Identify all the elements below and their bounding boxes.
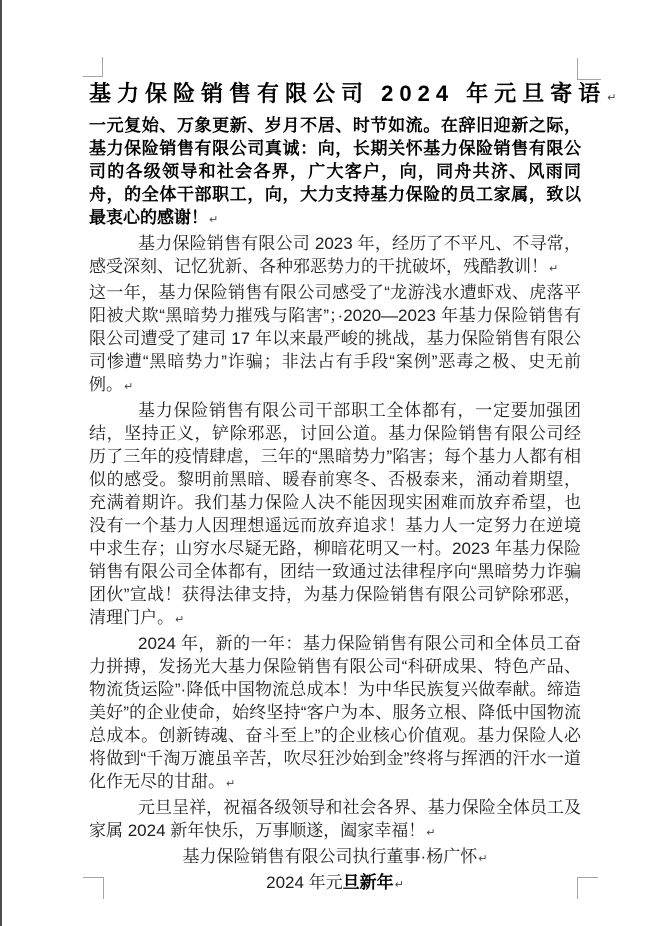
date-text-regular: 2024 年元 bbox=[266, 873, 343, 892]
paragraph-challenges[interactable] bbox=[89, 281, 581, 399]
date-line[interactable] bbox=[89, 871, 581, 897]
document-text-area[interactable] bbox=[89, 78, 617, 897]
paragraph-text: 基力保险销售有限公司干部职工全体都有，一定要加强团结，坚持正义，铲除邪恶，讨回公道。基力保险销售有限公司经历了三年的疫情肆虐，三年的“黑暗势力”陷害；每个基力人都有相似的感受。黎明前黑暗、暖春前寒冬、否极泰来，涌动着期望，充满着期许。我们基力保险人决不能因现实困难而放弃希望，也没有一个基力人因理想遥远而放弃追求！基力人一定努力在逆境中求生存；山穷水尽疑无路，柳暗花明又一村。2023 年基力保险销售有限公司全体都有，团结一致通过法律程序向“黑暗势力诈骗团伙”宣战！获得法律支持，为基力保险销售有限公司铲除邪恶，清理门户。 bbox=[89, 401, 581, 627]
paragraph-text: 2024 年，新的一年：基力保险销售有限公司和全体员工奋力拼搏，发扬光大基力保险销售有限公司“科研成果、特色产品、物流货运险”·降低中国物流总成本！为中华民族复兴做奉献。缔造美好”的企业使命，始终坚持“客户为本、服务立根、降低中国物流总成本。创新铸魂、奋斗至上”的企业核心价值观。基力保险人必将做到“千淘万漉虽辛苦，吹尽狂沙始到金”终将与挥洒的汗水一道化作无尽的甘甜。 bbox=[89, 634, 581, 791]
crop-mark-top-left bbox=[83, 57, 103, 77]
paragraph-mark-icon: ↵ bbox=[478, 853, 488, 865]
paragraph-mark-icon: ↵ bbox=[226, 778, 236, 790]
paragraph-text: 这一年，基力保险销售有限公司感受了“龙游浅水遭虾戏、虎落平阳被犬欺“黑暗势力摧残与陷害”；·2020—2023 年基力保险销售有限公司遭受了建司 17 年以来最严峻的挑战，基力保险销售有限公司惨遭“黑暗势力”诈骗；非法占有手段“案例”恶毒之极、史无前例。 bbox=[89, 283, 581, 394]
paragraph-wishes[interactable] bbox=[89, 796, 581, 845]
signature-text: 基力保险销售有限公司执行董事·杨广怀 bbox=[182, 847, 478, 866]
paragraph-mark-icon: ↵ bbox=[426, 827, 436, 839]
paragraph-2024-outlook[interactable] bbox=[89, 632, 581, 796]
paragraph-mark-icon: ↵ bbox=[549, 263, 559, 275]
window-left-edge bbox=[0, 0, 2, 926]
paragraph-mark-icon: ↵ bbox=[124, 381, 134, 393]
paragraph-2023-review[interactable] bbox=[89, 232, 581, 281]
paragraph-mark-icon: ↵ bbox=[394, 879, 404, 891]
crop-mark-top-right bbox=[577, 58, 601, 80]
paragraph-text: 基力保险销售有限公司 2023 年，经历了不平凡、不寻常，感受深刻、记忆犹新、各种邪恶势力的干扰破坏，残酷教训！ bbox=[89, 234, 581, 276]
paragraph-text: 一元复始、万象更新、岁月不居、时节如流。在辞旧迎新之际，基力保险销售有限公司真诚：向，长期关怀基力保险销售有限公司的各级领导和社会各界，广大客户，向，同舟共济、风雨同舟，的全体干部职工，向，大力支持基力保险的员工家属，致以最衷心的感谢！ bbox=[89, 116, 581, 227]
paragraph-mark-icon: ↵ bbox=[209, 214, 219, 226]
paragraph-text: 元旦呈祥，祝福各级领导和社会各界、基力保险全体员工及家属 2024 新年快乐，万事顺遂，阖家幸福！ bbox=[89, 798, 581, 840]
paragraph-mark-icon: ↵ bbox=[175, 614, 185, 626]
signature-line[interactable] bbox=[89, 845, 581, 871]
paragraph-unity[interactable] bbox=[89, 399, 581, 632]
paragraph-greeting[interactable] bbox=[89, 114, 581, 232]
paragraph-mark-icon: ↵ bbox=[607, 92, 617, 104]
date-text-bold: 旦新年 bbox=[342, 873, 394, 892]
document-title-text: 基力保险销售有限公司 2024 年元旦寄语 bbox=[89, 81, 607, 106]
document-title bbox=[89, 78, 617, 114]
